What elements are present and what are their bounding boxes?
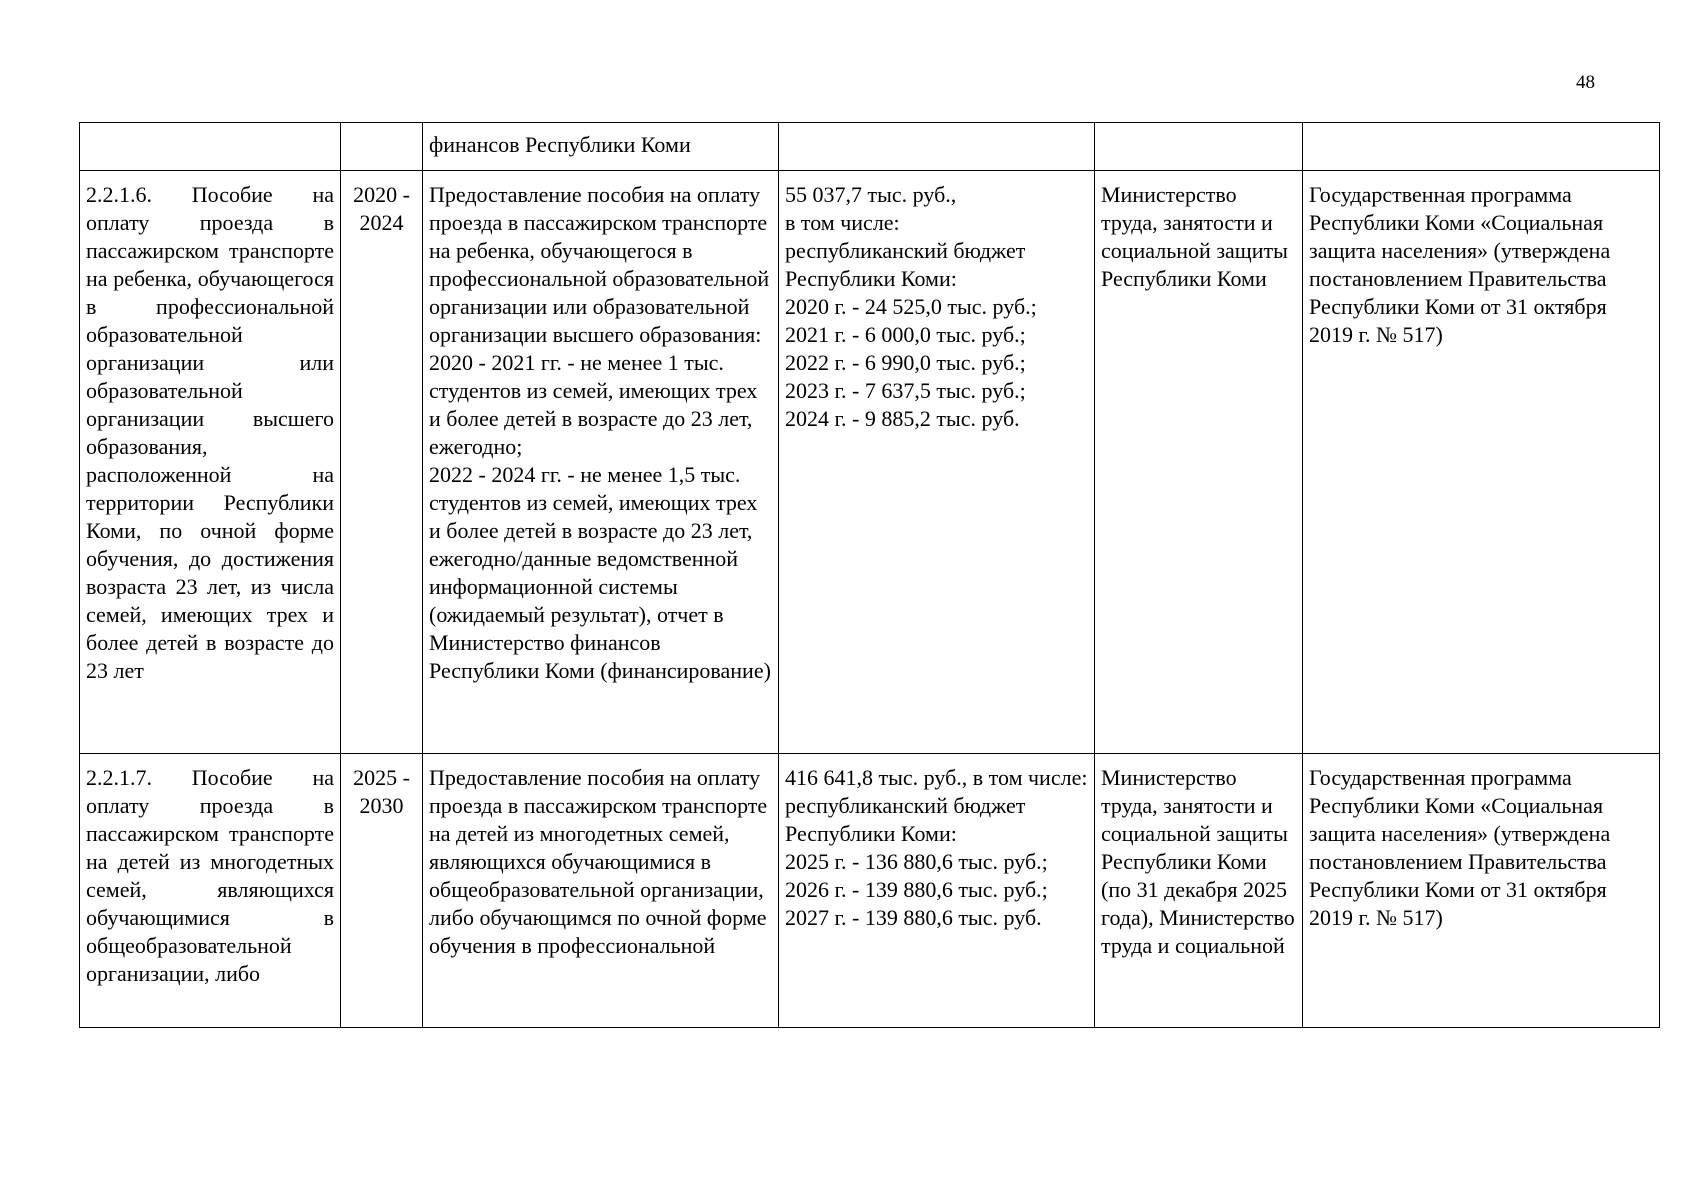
funding-cell: [779, 754, 1095, 1028]
table-row: [80, 123, 1660, 171]
years-cell: [341, 123, 423, 171]
years-cell: 2020 - 2024: [341, 171, 423, 754]
description-text: 2022 - 2024 гг. - не менее 1,5 тыс. студентов из семей, имеющих трех и более детей в возрасте до 23 лет, ежегодно/данные ведомственной информационной системы (ожидаемый результат), отчет в Министерство финансов Республики Коми (финансирование): [429, 462, 771, 683]
funding-cell: [779, 171, 1095, 754]
description-cell: [423, 171, 779, 754]
funding-line: 2024 г. - 9 885,2 тыс. руб.: [785, 406, 1020, 431]
description-text: Предоставление пособия на оплату проезда в пассажирском транспорте на ребенка, обучающегося в профессиональной образовательной организации или образовательной организации высшего образования:: [429, 182, 775, 347]
funding-line: 55 037,7 тыс. руб.,: [785, 182, 957, 207]
executor-cell: [1095, 754, 1303, 1028]
funding-line: 2021 г. - 6 000,0 тыс. руб.;: [785, 322, 1026, 347]
funding-line: в том числе:: [785, 210, 900, 235]
funding-cell: [779, 123, 1095, 171]
measures-table: [79, 122, 1660, 1028]
program-text: Государственная программа Республики Коми «Социальная защита населения» (утверждена постановлением Правительства Республики Коми от 31 октября 2019 г. № 517): [1309, 182, 1616, 347]
funding-line: республиканский бюджет Республики Коми:: [785, 238, 1031, 291]
funding-line: 416 641,8 тыс. руб., в том числе:: [785, 765, 1088, 790]
funding-line: 2022 г. - 6 990,0 тыс. руб.;: [785, 350, 1026, 375]
executor-text: Министерство труда, занятости и социальной защиты Республики Коми (по 31 декабря 2025 года), Министерство труда и социальной: [1101, 765, 1301, 958]
program-cell: [1303, 171, 1660, 754]
measure-name-cell: [80, 123, 341, 171]
funding-line: 2027 г. - 139 880,6 тыс. руб.: [785, 905, 1042, 930]
measure-name-cell: 2.2.1.7. Пособие на оплату проезда в пассажирском транспорте на детей из многодетных семей, являющихся обучающимися в общеобразовательной организации, либо: [80, 754, 341, 1028]
funding-line: 2025 г. - 136 880,6 тыс. руб.;: [785, 849, 1048, 874]
page-number: 48: [1576, 72, 1595, 93]
funding-line: 2023 г. - 7 637,5 тыс. руб.;: [785, 378, 1026, 403]
measure-name-cell: 2.2.1.6. Пособие на оплату проезда в пассажирском транспорте на ребенка, обучающегося в профессиональной образовательной организации или образовательной организации высшего образования, расположенной на территории Республики Коми, по очной форме обучения, до достижения возраста 23 лет, из числа семей, имеющих трех и более детей в возрасте до 23 лет: [80, 171, 341, 754]
executor-cell: [1095, 123, 1303, 171]
executor-text: Министерство труда, занятости и социальной защиты Республики Коми: [1101, 182, 1294, 291]
executor-cell: [1095, 171, 1303, 754]
program-cell: [1303, 123, 1660, 171]
description-text: финансов Республики Коми: [429, 132, 691, 157]
funding-line: 2020 г. - 24 525,0 тыс. руб.;: [785, 294, 1037, 319]
description-cell: [423, 754, 779, 1028]
program-cell: [1303, 754, 1660, 1028]
years-cell: 2025 - 2030: [341, 754, 423, 1028]
description-text: 2020 - 2021 гг. - не менее 1 тыс. студентов из семей, имеющих трех и более детей в возрасте до 23 лет, ежегодно;: [429, 350, 763, 459]
program-text: Государственная программа Республики Коми «Социальная защита населения» (утверждена постановлением Правительства Республики Коми от 31 октября 2019 г. № 517): [1309, 765, 1616, 930]
funding-line: республиканский бюджет Республики Коми:: [785, 793, 1031, 846]
description-text: Предоставление пособия на оплату проезда в пассажирском транспорте на детей из многодетных семей, являющихся обучающимися в общеобразовательной организации, либо обучающимся по очной форме обучения в профессиональной: [429, 765, 773, 958]
table-row: [80, 171, 1660, 754]
description-cell: [423, 123, 779, 171]
table-row: [80, 754, 1660, 1028]
funding-line: 2026 г. - 139 880,6 тыс. руб.;: [785, 877, 1048, 902]
